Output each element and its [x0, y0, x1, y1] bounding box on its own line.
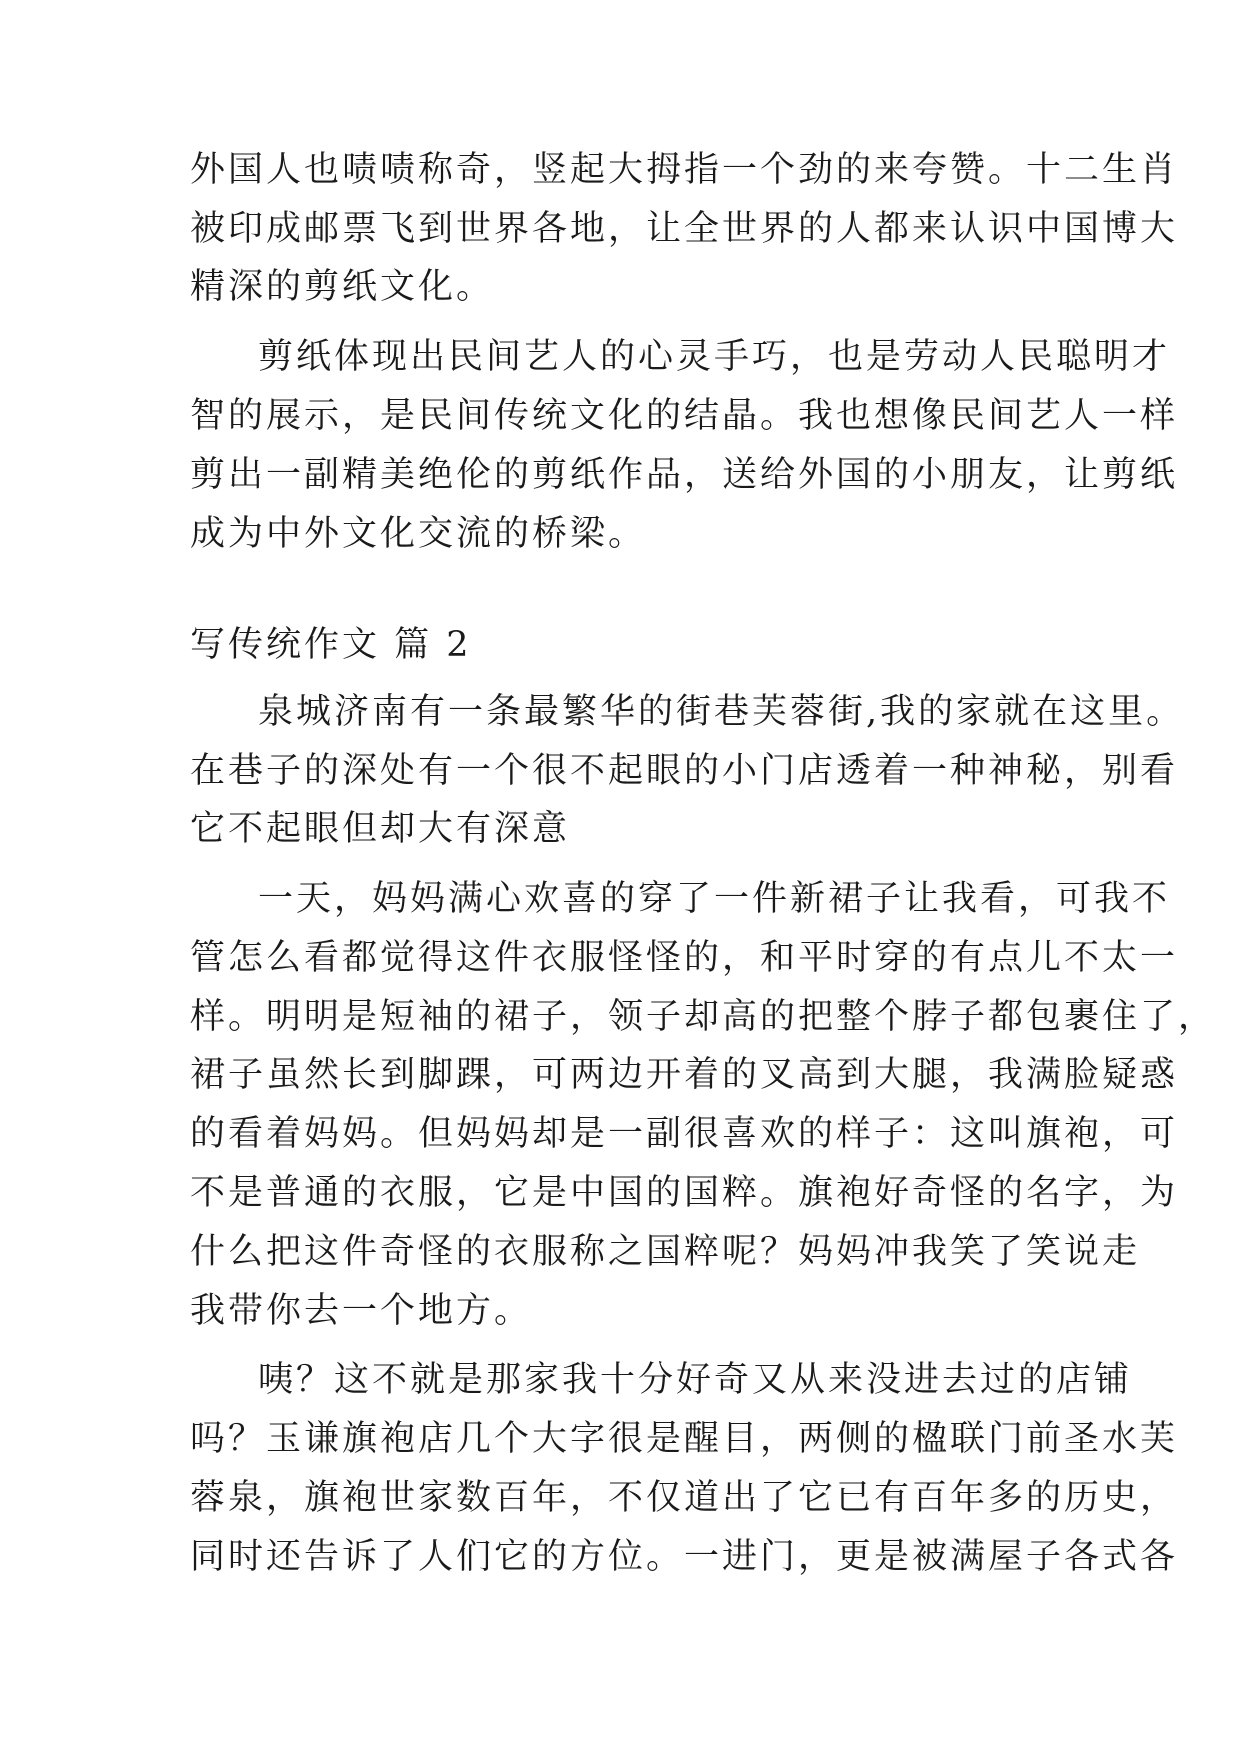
- paragraph-line: 泉城济南有一条最繁华的街巷芙蓉街,我的家就在这里。: [258, 692, 1185, 732]
- paragraph-line: 一天，妈妈满心欢喜的穿了一件新裙子让我看，可我不: [258, 879, 1171, 919]
- paragraph-line: 外国人也啧啧称奇，竖起大拇指一个劲的来夸赞。十二生肖: [190, 150, 1179, 190]
- paragraph-line: 什么把这件奇怪的衣服称之国粹呢？妈妈冲我笑了笑说走: [190, 1232, 1141, 1272]
- paragraph-line: 样。明明是短袖的裙子，领子却高的把整个脖子都包裹住了，: [190, 997, 1217, 1037]
- paragraph-line: 管怎么看都觉得这件衣服怪怪的，和平时穿的有点儿不太一: [190, 938, 1179, 978]
- section-title: 写传统作文 篇 2: [190, 625, 472, 665]
- paragraph-line: 剪出一副精美绝伦的剪纸作品，送给外国的小朋友，让剪纸: [190, 455, 1179, 495]
- paragraph-line: 我带你去一个地方。: [190, 1291, 533, 1331]
- paragraph-line: 它不起眼但却大有深意: [190, 809, 571, 849]
- paragraph-line: 成为中外文化交流的桥梁。: [190, 514, 647, 554]
- paragraph-line: 咦？这不就是那家我十分好奇又从来没进去过的店铺: [258, 1360, 1133, 1400]
- paragraph-line: 的看着妈妈。但妈妈却是一副很喜欢的样子：这叫旗袍，可: [190, 1114, 1179, 1154]
- paragraph-line: 剪纸体现出民间艺人的心灵手巧，也是劳动人民聪明才: [258, 337, 1171, 377]
- paragraph-line: 精深的剪纸文化。: [190, 267, 495, 307]
- paragraph-line: 不是普通的衣服，它是中国的国粹。旗袍好奇怪的名字，为: [190, 1173, 1179, 1213]
- paragraph-line: 蓉泉，旗袍世家数百年，不仅道出了它已有百年多的历史，: [190, 1478, 1179, 1518]
- paragraph-line: 同时还告诉了人们它的方位。一进门，更是被满屋子各式各: [190, 1537, 1179, 1577]
- paragraph-line: 吗？玉谦旗袍店几个大字很是醒目，两侧的楹联门前圣水芙: [190, 1419, 1179, 1459]
- paragraph-line: 被印成邮票飞到世界各地，让全世界的人都来认识中国博大: [190, 209, 1179, 249]
- paragraph-line: 裙子虽然长到脚踝，可两边开着的叉高到大腿，我满脸疑惑: [190, 1055, 1179, 1095]
- paragraph-line: 在巷子的深处有一个很不起眼的小门店透着一种神秘，别看: [190, 751, 1179, 791]
- paragraph-line: 智的展示，是民间传统文化的结晶。我也想像民间艺人一样: [190, 396, 1179, 436]
